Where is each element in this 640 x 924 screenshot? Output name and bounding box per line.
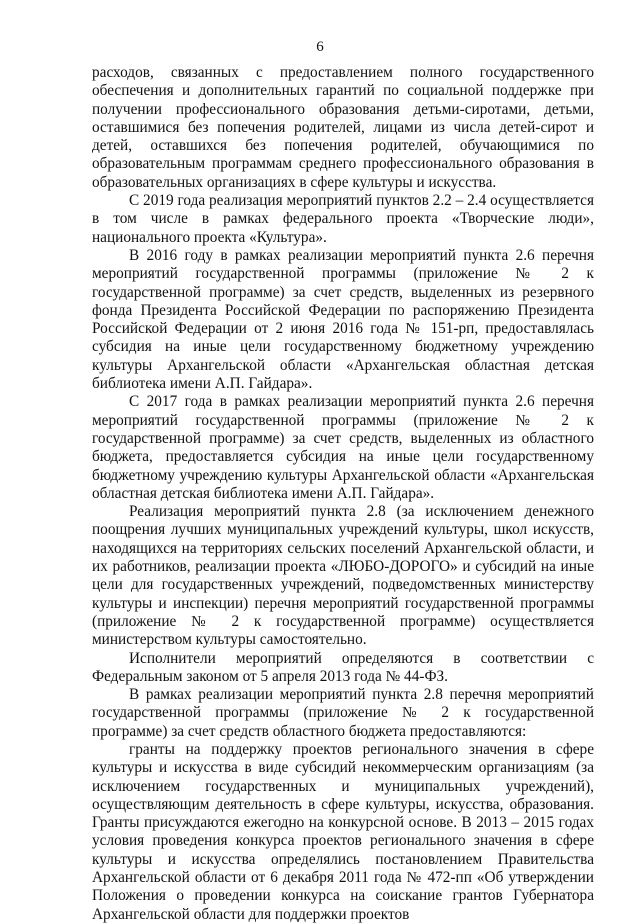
paragraph: С 2017 года в рамках реализации мероприятий пункта 2.6 перечня мероприятий государственной программы (приложение № 2 к государственной программе) за счет средств, выделенных из областного бюджета, предоставляется субсидия на иные цели государственному бюджетному учреждению культуры Архангельской области «Архангельская областная детская библиотека имени А.П. Гайдара». [92,393,594,502]
paragraph: В 2016 году в рамках реализации мероприятий пункта 2.6 перечня мероприятий государственной программы (приложение № 2 к государственной программе) за счет средств, выделенных из резервного фонда Президента Российской Федерации по распоряжению Президента Российской Федерации от 2 июня 2016 года № 151-рп, предоставлялась субсидия на иные цели государственному бюджетному учреждению культуры Архангельской области «Архангельская областная детская библиотека имени А.П. Гайдара». [92,246,594,393]
paragraph: Исполнители мероприятий определяются в соответствии с Федеральным законом от 5 апреля 2013 года № 44-ФЗ. [92,649,594,685]
document-body [92,64,594,924]
paragraph: С 2019 года реализация мероприятий пунктов 2.2 – 2.4 осуществляется в том числе в рамках федерального проекта «Творческие люди», национального проекта «Культура». [92,192,594,246]
paragraph: гранты на поддержку проектов регионального значения в сфере культуры и искусства в виде субсидий некоммерческим организациям (за исключением государственных и муниципальных учреждений), осуществляющим деятельность в сфере культуры, искусства, образования. Гранты присуждаются ежегодно на конкурсной основе. В 2013 – 2015 годах условия проведения конкурса проектов регионального значения в сфере культуры и искусства определялись постановлением Правительства Архангельской области от 6 декабря 2011 года № 472-пп «Об утверждении Положения о проведении конкурса на соискание грантов Губернатора Архангельской области для поддержки проектов [92,740,594,923]
paragraph: расходов, связанных с предоставлением полного государственного обеспечения и дополнительных гарантий по социальной поддержке при получении профессионального образования детьми-сиротами, детьми, оставшимися без попечения родителей, лицами из числа детей-сирот и детей, оставшихся без попечения родителей, обучающимися по образовательным программам среднего профессионального образования в образовательных организациях в сфере культуры и искусства. [92,64,594,191]
page-number: 6 [316,39,324,55]
paragraph: Реализация мероприятий пункта 2.8 (за исключением денежного поощрения лучших муниципальных учреждений культуры, школ искусств, находящихся на территориях сельских поселений Архангельской области, и их работников, реализации проекта «ЛЮБО-ДОРОГО» и субсидий на иные цели для государственных учреждений, подведомственных министерству культуры и инспекции) перечня мероприятий государственной программы (приложение № 2 к государственной программе) осуществляется министерством культуры самостоятельно. [92,503,594,649]
paragraph: В рамках реализации мероприятий пункта 2.8 перечня мероприятий государственной программы (приложение № 2 к государственной программе) за счет средств областного бюджета предоставляются: [92,686,594,740]
